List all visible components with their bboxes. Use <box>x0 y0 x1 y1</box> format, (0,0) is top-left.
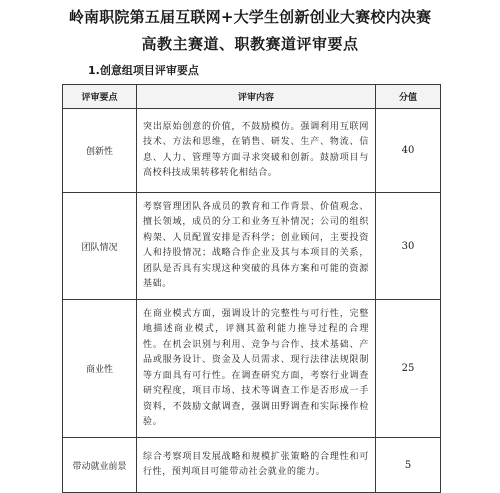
criterion-name: 创新性 <box>63 109 137 193</box>
table-row <box>63 300 441 438</box>
criterion-content: 考察管理团队各成员的教育和工作背景、价值观念、擅长领域，成员的分工和业务互补情况；公司的组织构架、人员配置安排是否科学；创业顾问，主要投资人和持股情况；战略合作企业及其与本项目的关系，团队是否具有实现这种突破的具体方案和可能的资源基础。 <box>137 193 376 300</box>
criterion-score: 5 <box>376 438 441 493</box>
criterion-content: 综合考察项目发展战略和规模扩张策略的合理性和可行性，预判项目可能带动社会就业的能力。 <box>137 438 376 493</box>
document-subtitle: 高教主赛道、职教赛道评审要点 <box>141 35 359 53</box>
review-criteria-table <box>62 84 441 493</box>
table-header-row <box>63 85 441 109</box>
column-header-score: 分值 <box>376 85 441 109</box>
criterion-score: 25 <box>376 300 441 438</box>
criterion-score: 40 <box>376 109 441 193</box>
criterion-score: 30 <box>376 193 441 300</box>
criterion-name: 团队情况 <box>63 193 137 300</box>
criterion-content: 突出原始创意的价值，不鼓励模仿。强调利用互联网技术、方法和思维，在销售、研发、生产、物流、信息、人力、管理等方面寻求突破和创新。鼓励项目与高校科技成果转移转化相结合。 <box>137 109 376 193</box>
section-heading: 1.创意组项目评审要点 <box>88 64 199 77</box>
table-row <box>63 438 441 493</box>
criterion-name: 带动就业前景 <box>63 438 137 493</box>
document-title: 岭南职院第五届互联网+大学生创新创业大赛校内决赛 <box>68 8 432 26</box>
table-row <box>63 193 441 300</box>
table-row <box>63 109 441 193</box>
column-header-point: 评审要点 <box>63 85 137 109</box>
column-header-content: 评审内容 <box>137 85 376 109</box>
criterion-content: 在商业模式方面，强调设计的完整性与可行性，完整地描述商业模式，评测其盈利能力推导过程的合理性。在机会识别与利用、竞争与合作、技术基础、产品或服务设计、资金及人员需求、现行法律法规限制等方面具有可行性。在调查研究方面，考察行业调查研究程度，项目市场、技术等调查工作是否形成一手资料，不鼓励文献调查，强调田野调查和实际操作检验。 <box>137 300 376 438</box>
criterion-name: 商业性 <box>63 300 137 438</box>
